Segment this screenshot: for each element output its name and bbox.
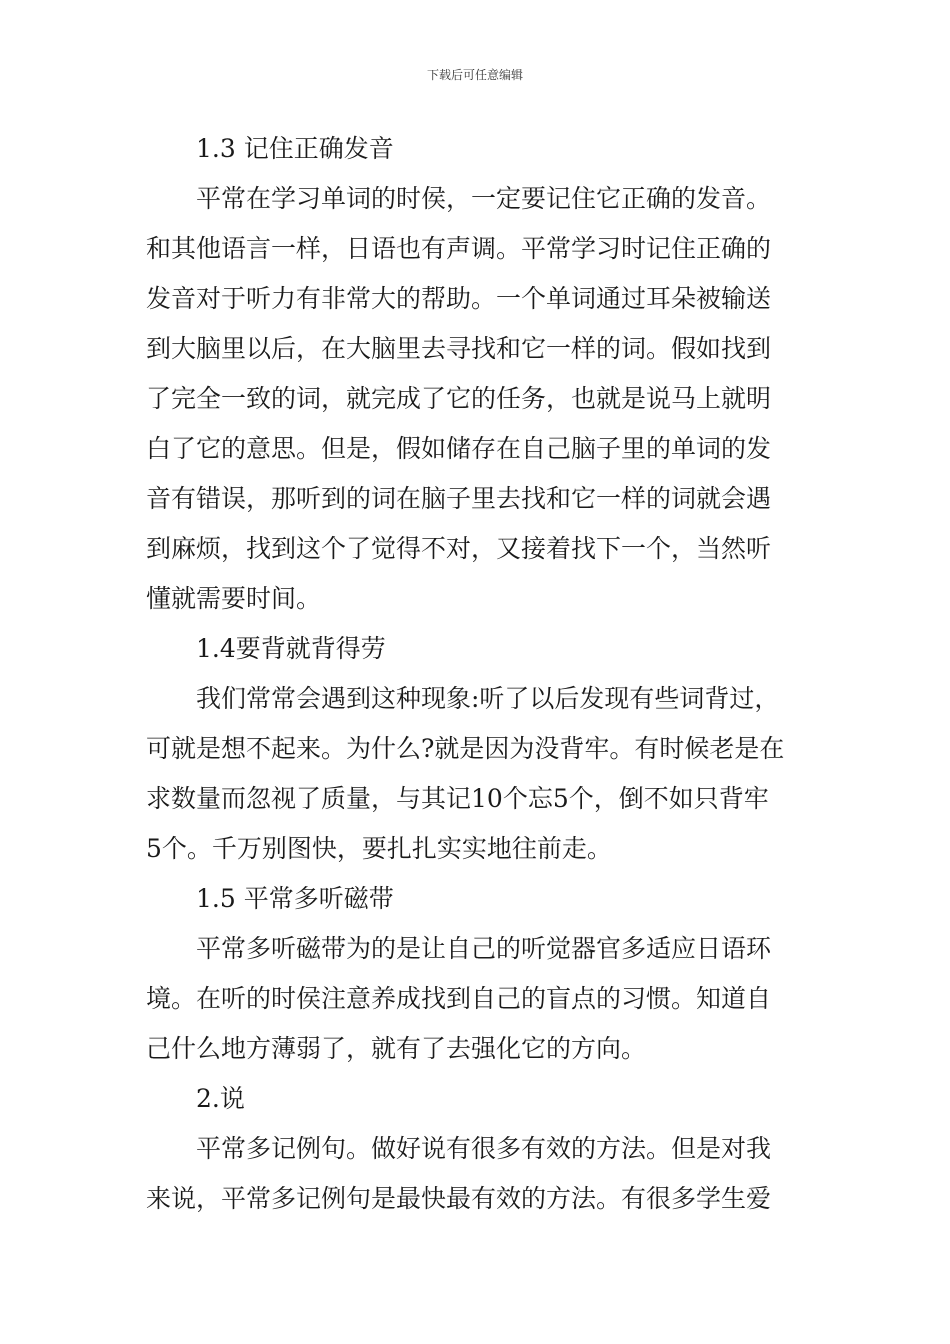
paragraph-line: 己什么地方薄弱了，就有了去强化它的方向。 [146,1034,647,1063]
section-heading-1-3: 1.3 记住正确发音 [196,134,394,163]
paragraph-line: 到麻烦，找到这个了觉得不对，又接着找下一个，当然听 [146,534,772,563]
paragraph-line: 境。在听的时侯注意养成找到自己的盲点的习惯。知道自 [146,984,772,1013]
paragraph-line: 来说，平常多记例句是最快最有效的方法。有很多学生爱 [146,1184,772,1213]
paragraph-line: 白了它的意思。但是，假如储存在自己脑子里的单词的发 [146,434,772,463]
paragraph-line: 求数量而忽视了质量，与其记10个忘5个，倒不如只背牢 [146,784,769,813]
section-heading-1-4: 1.4要背就背得劳 [196,634,386,663]
paragraph-line: 平常在学习单词的时侯，一定要记住它正确的发音。 [196,184,772,213]
paragraph-line: 了完全一致的词，就完成了它的任务，也就是说马上就明 [146,384,772,413]
document-body [146,124,811,1224]
section-heading-1-5: 1.5 平常多听磁带 [196,884,394,913]
paragraph-line: 平常多记例句。做好说有很多有效的方法。但是对我 [196,1134,772,1163]
paragraph-line: 到大脑里以后，在大脑里去寻找和它一样的词。假如找到 [146,334,772,363]
paragraph-line: 音有错误，那听到的词在脑子里去找和它一样的词就会遇 [146,484,772,513]
paragraph-line: 可就是想不起来。为什么?就是因为没背牢。有时候老是在 [146,734,785,763]
paragraph-line: 我们常常会遇到这种现象:听了以后发现有些词背过， [196,684,780,713]
paragraph-line: 和其他语言一样，日语也有声调。平常学习时记住正确的 [146,234,772,263]
paragraph-line: 发音对于听力有非常大的帮助。一个单词通过耳朵被输送 [146,284,772,313]
header-note: 下载后可任意编辑 [426,68,523,82]
paragraph-line: 平常多听磁带为的是让自己的听觉器官多适应日语环 [196,934,772,963]
paragraph-line: 懂就需要时间。 [146,584,322,613]
paragraph-line: 5个。千万别图快，要扎扎实实地往前走。 [146,834,612,863]
section-heading-2: 2.说 [196,1084,245,1113]
